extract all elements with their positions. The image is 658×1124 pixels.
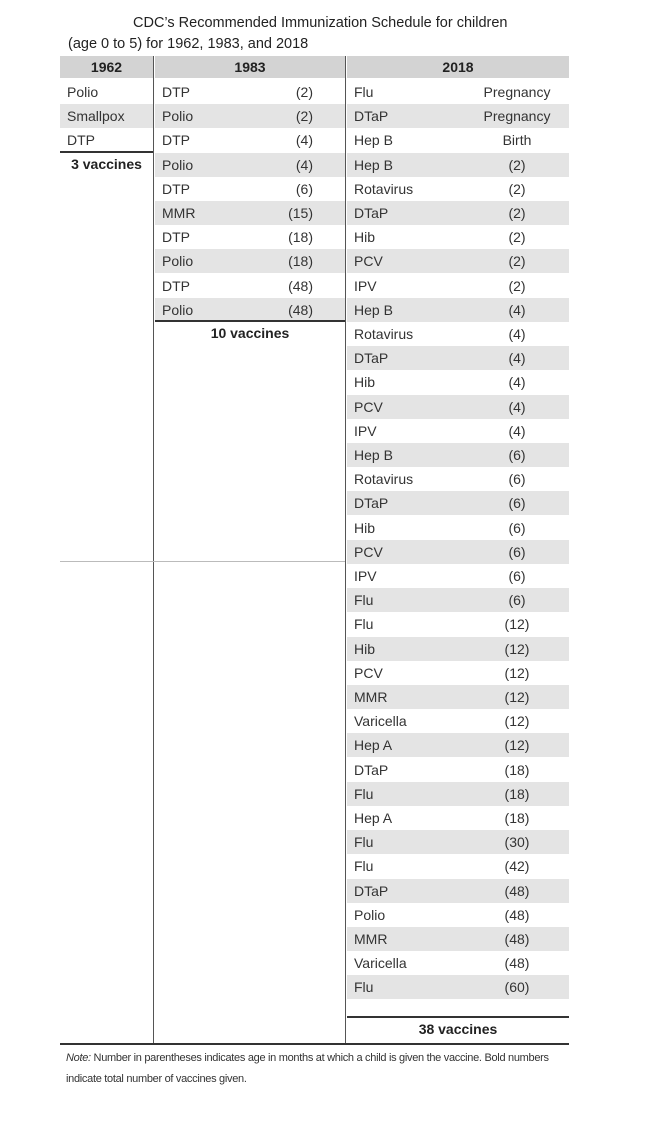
table-row bbox=[347, 927, 569, 951]
table-row bbox=[155, 201, 345, 225]
vaccine-name: Polio bbox=[162, 301, 194, 318]
vaccine-name: Flu bbox=[354, 858, 374, 875]
table-row bbox=[155, 274, 345, 298]
vaccine-age: (4) bbox=[295, 132, 313, 149]
vaccine-name: Hep A bbox=[354, 737, 393, 754]
vaccine-age: (48) bbox=[288, 277, 313, 294]
vaccine-age: (2) bbox=[508, 180, 526, 197]
vaccine-age: Pregnancy bbox=[483, 84, 551, 100]
vaccine-name: Hep B bbox=[354, 301, 393, 318]
table-row bbox=[347, 879, 569, 903]
vaccine-age: (2) bbox=[508, 156, 526, 173]
table-row bbox=[347, 249, 569, 273]
vaccine-age: (4) bbox=[508, 350, 526, 367]
vaccine-name: PCV bbox=[354, 253, 383, 270]
table-row bbox=[347, 758, 569, 782]
table-row bbox=[155, 153, 345, 177]
vaccine-age: (6) bbox=[508, 519, 526, 536]
vaccine-name: DTP bbox=[162, 132, 190, 149]
table-row bbox=[155, 80, 345, 104]
vaccine-age: (12) bbox=[504, 737, 530, 754]
table-row bbox=[155, 249, 345, 273]
table-row bbox=[347, 274, 569, 298]
table-row bbox=[347, 443, 569, 467]
vaccine-name: DTaP bbox=[354, 495, 389, 512]
vaccine-age: (12) bbox=[504, 689, 530, 705]
vaccine-name: DTP bbox=[67, 132, 95, 149]
table-row bbox=[155, 298, 345, 322]
header-2018: 2018 bbox=[347, 56, 569, 78]
vaccine-name: Hib bbox=[354, 374, 376, 391]
column-divider-2 bbox=[345, 56, 346, 1044]
vaccine-name: Flu bbox=[354, 785, 374, 802]
vaccine-name: PCV bbox=[354, 398, 383, 415]
table-row bbox=[347, 201, 569, 225]
table-row bbox=[347, 346, 569, 370]
table-row bbox=[347, 225, 569, 249]
title-line-1: CDC’s Recommended Immunization Schedule for children bbox=[133, 15, 508, 31]
vaccine-age: (15) bbox=[288, 205, 313, 221]
table-row bbox=[347, 298, 569, 322]
vaccine-age: (18) bbox=[504, 761, 530, 778]
vaccine-name: Flu bbox=[354, 834, 374, 851]
vaccine-age: (6) bbox=[508, 471, 526, 488]
vaccine-age: (2) bbox=[508, 277, 526, 294]
vaccine-age: (6) bbox=[508, 447, 526, 463]
vaccine-age: (4) bbox=[295, 156, 313, 173]
vaccine-name: DTP bbox=[162, 229, 190, 246]
vaccine-name: Polio bbox=[162, 253, 194, 270]
vaccine-name: Rotavirus bbox=[354, 180, 414, 197]
table-row bbox=[347, 951, 569, 975]
header-1983: 1983 bbox=[155, 56, 345, 78]
vaccine-age: (4) bbox=[508, 301, 526, 318]
table-row bbox=[347, 733, 569, 757]
vaccine-name: Hep B bbox=[354, 156, 393, 173]
vaccine-age: (2) bbox=[295, 84, 313, 100]
vaccine-name: PCV bbox=[354, 664, 383, 681]
vaccine-name: Smallpox bbox=[67, 108, 125, 125]
vaccine-name: Flu bbox=[354, 84, 374, 100]
vaccine-age: (18) bbox=[504, 785, 530, 802]
vaccine-name: Hep B bbox=[354, 447, 393, 463]
vaccine-name: DTaP bbox=[354, 108, 389, 125]
vaccine-name: Polio bbox=[162, 156, 194, 173]
table-row bbox=[155, 104, 345, 128]
vaccine-age: (18) bbox=[504, 810, 530, 826]
vaccine-name: DTP bbox=[162, 180, 190, 197]
footnote-label: Note: bbox=[66, 1052, 91, 1064]
table-row bbox=[347, 709, 569, 733]
vaccine-name: Hib bbox=[354, 640, 376, 657]
table-row bbox=[347, 612, 569, 636]
total-rule-1962 bbox=[60, 151, 153, 153]
vaccine-age: (48) bbox=[504, 931, 530, 947]
vaccine-name: Flu bbox=[354, 592, 374, 609]
vaccine-age: (6) bbox=[508, 592, 526, 609]
vaccine-name: Hep B bbox=[354, 132, 393, 149]
table-row bbox=[347, 806, 569, 830]
table-row bbox=[347, 685, 569, 709]
table-row bbox=[60, 128, 153, 152]
footnote bbox=[66, 1048, 576, 1090]
vaccine-name: Varicella bbox=[354, 955, 407, 972]
total-rule-1983 bbox=[155, 320, 345, 322]
table-row bbox=[60, 104, 153, 128]
vaccine-age: (48) bbox=[288, 301, 313, 318]
table-row bbox=[155, 225, 345, 249]
vaccine-name: IPV bbox=[354, 568, 377, 584]
table-row bbox=[347, 104, 569, 128]
vaccine-age: (12) bbox=[504, 640, 530, 657]
table-row bbox=[347, 637, 569, 661]
vaccine-name: Hep A bbox=[354, 810, 393, 826]
vaccine-age: (6) bbox=[295, 180, 313, 197]
table-row bbox=[347, 370, 569, 394]
vaccine-name: Polio bbox=[354, 906, 386, 923]
vaccine-age: (2) bbox=[295, 108, 313, 125]
bottom-rule bbox=[60, 1043, 569, 1045]
vaccine-age: (2) bbox=[508, 229, 526, 246]
table-row bbox=[347, 177, 569, 201]
total-1962: 3 vaccines bbox=[71, 156, 142, 172]
vaccine-name: Polio bbox=[67, 84, 99, 100]
vaccine-name: IPV bbox=[354, 422, 377, 439]
table-row bbox=[347, 153, 569, 177]
vaccine-age: (48) bbox=[504, 906, 530, 923]
table-row bbox=[347, 854, 569, 878]
table-row bbox=[347, 782, 569, 806]
vaccine-age: (42) bbox=[504, 858, 530, 875]
table-row bbox=[347, 975, 569, 999]
vaccine-name: DTaP bbox=[354, 882, 389, 899]
page-break-line bbox=[60, 561, 345, 562]
table-row bbox=[347, 661, 569, 685]
table-row bbox=[347, 588, 569, 612]
table-row bbox=[347, 491, 569, 515]
vaccine-age: (4) bbox=[508, 422, 526, 439]
vaccine-name: Flu bbox=[354, 979, 374, 996]
vaccine-age: Pregnancy bbox=[483, 108, 551, 125]
vaccine-name: DTaP bbox=[354, 761, 389, 778]
table-row bbox=[155, 177, 345, 201]
vaccine-age: (4) bbox=[508, 326, 526, 342]
vaccine-name: MMR bbox=[354, 689, 388, 705]
vaccine-age: (48) bbox=[504, 882, 530, 899]
vaccine-age: (6) bbox=[508, 543, 526, 560]
vaccine-name: Hib bbox=[354, 519, 376, 536]
vaccine-name: DTaP bbox=[354, 350, 389, 367]
vaccine-name: Flu bbox=[354, 616, 374, 633]
table-row bbox=[155, 128, 345, 152]
vaccine-age: (18) bbox=[288, 253, 313, 270]
vaccine-age: (2) bbox=[508, 205, 526, 221]
vaccine-name: DTP bbox=[162, 277, 190, 294]
table-row bbox=[347, 80, 569, 104]
vaccine-age: Birth bbox=[502, 132, 532, 149]
vaccine-name: MMR bbox=[354, 931, 388, 947]
vaccine-age: (12) bbox=[504, 713, 530, 730]
vaccine-name: Polio bbox=[162, 108, 194, 125]
column-divider-1 bbox=[153, 56, 154, 1044]
vaccine-name: Rotavirus bbox=[354, 326, 414, 342]
vaccine-age: (12) bbox=[504, 664, 530, 681]
table-row bbox=[347, 322, 569, 346]
table-row bbox=[60, 80, 153, 104]
vaccine-name: DTaP bbox=[354, 205, 389, 221]
vaccine-age: (2) bbox=[508, 253, 526, 270]
table-row bbox=[347, 903, 569, 927]
table-row bbox=[347, 467, 569, 491]
table-row bbox=[347, 830, 569, 854]
vaccine-name: Varicella bbox=[354, 713, 407, 730]
table-row bbox=[347, 128, 569, 152]
total-rule-2018 bbox=[347, 1016, 569, 1018]
vaccine-name: Hib bbox=[354, 229, 376, 246]
vaccine-age: (6) bbox=[508, 495, 526, 512]
table-row bbox=[347, 419, 569, 443]
vaccine-age: (30) bbox=[504, 834, 530, 851]
table-row bbox=[347, 516, 569, 540]
footnote-text: Number in parentheses indicates age in months at which a child is given the vaccine. Bold numbers indicate total number of vaccines given. bbox=[66, 1052, 549, 1085]
vaccine-name: PCV bbox=[354, 543, 383, 560]
vaccine-name: Rotavirus bbox=[354, 471, 414, 488]
vaccine-name: MMR bbox=[162, 205, 196, 221]
total-1983: 10 vaccines bbox=[210, 325, 290, 341]
vaccine-age: (48) bbox=[504, 955, 530, 972]
vaccine-age: (4) bbox=[508, 374, 526, 391]
table-row bbox=[347, 540, 569, 564]
vaccine-age: (60) bbox=[504, 979, 530, 996]
vaccine-name: DTP bbox=[162, 84, 190, 100]
vaccine-age: (4) bbox=[508, 398, 526, 415]
total-2018: 38 vaccines bbox=[418, 1021, 498, 1037]
vaccine-age: (6) bbox=[508, 568, 526, 584]
header-1962: 1962 bbox=[60, 56, 153, 78]
vaccine-age: (12) bbox=[504, 616, 530, 633]
vaccine-name: IPV bbox=[354, 277, 377, 294]
table-row bbox=[347, 564, 569, 588]
vaccine-age: (18) bbox=[288, 229, 313, 246]
title-line-2: (age 0 to 5) for 1962, 1983, and 2018 bbox=[68, 36, 309, 52]
table-row bbox=[347, 395, 569, 419]
